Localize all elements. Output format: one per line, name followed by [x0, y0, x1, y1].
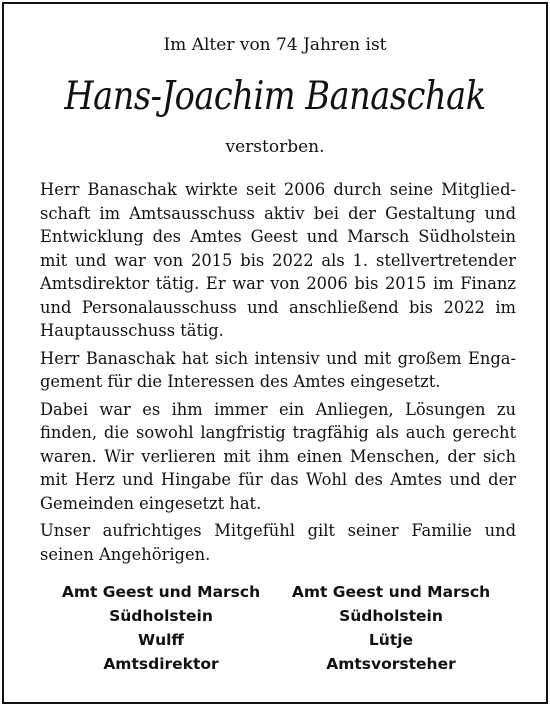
intro-text: Im Alter von 74 Jahren ist	[163, 35, 387, 55]
signature-role: Amtsvorsteher	[326, 655, 456, 673]
text-line: mit Herz und Hingabe für das Wohl des Amtes und der	[40, 470, 516, 489]
text-line: Dabei war es ihm immer ein Anliegen, Lösungen zu	[40, 399, 516, 419]
paragraph-tribute	[40, 398, 516, 516]
paragraph-tenure	[40, 178, 516, 343]
notice-body	[40, 178, 516, 570]
text-line: Gemeinden eingesetzt hat.	[40, 493, 262, 513]
signature-role: Amtsdirektor	[103, 655, 219, 673]
text-line: Herr Banaschak wirkte seit 2006 durch seine Mitglied-	[40, 180, 516, 199]
signature-org: Amt Geest und Marsch	[291, 583, 491, 601]
text-line: Unser aufrichtiges Mitgefühl gilt seiner Familie und	[40, 521, 516, 540]
paragraph-engagement	[40, 347, 516, 394]
text-line: waren. Wir verlieren mit ihm einen Menschen, der sich	[40, 446, 516, 466]
text-line: mit und war von 2015 bis 2022 als 1. stellvertretender	[40, 250, 516, 270]
text-line: und Personalausschuss und anschließend bis 2022 im	[40, 297, 516, 317]
text-line: finden, die sowohl langfristig tragfähig als auch gerecht	[40, 423, 516, 442]
signature-person: Lütje	[368, 631, 414, 649]
deceased-name: Hans-Joachim Banaschak	[64, 74, 486, 119]
text-line: gement für die Interessen des Amtes eingesetzt.	[40, 372, 441, 391]
text-line: Amtsdirektor tätig. Er war von 2006 bis 2015 im Finanz	[40, 274, 516, 293]
signature-org-region: Südholstein	[339, 607, 443, 625]
text-line: Hauptausschuss tätig.	[40, 321, 224, 340]
signature-person: Wulff	[137, 631, 184, 649]
signature-right	[276, 580, 506, 676]
text-line: Entwicklung des Amtes Geest und Marsch Südholstein	[40, 227, 516, 246]
signature-org: Amt Geest und Marsch	[61, 583, 261, 601]
text-line: seinen Angehörigen.	[40, 544, 211, 564]
text-line: Herr Banaschak hat sich intensiv und mit großem Enga-	[40, 348, 516, 368]
paragraph-condolence	[40, 519, 516, 566]
text-line: schaft im Amtsausschuss aktiv bei der Gestaltung und	[40, 203, 516, 223]
outro-text: verstorben.	[225, 137, 325, 157]
signature-org-region: Südholstein	[109, 607, 213, 625]
signature-left	[46, 580, 276, 676]
